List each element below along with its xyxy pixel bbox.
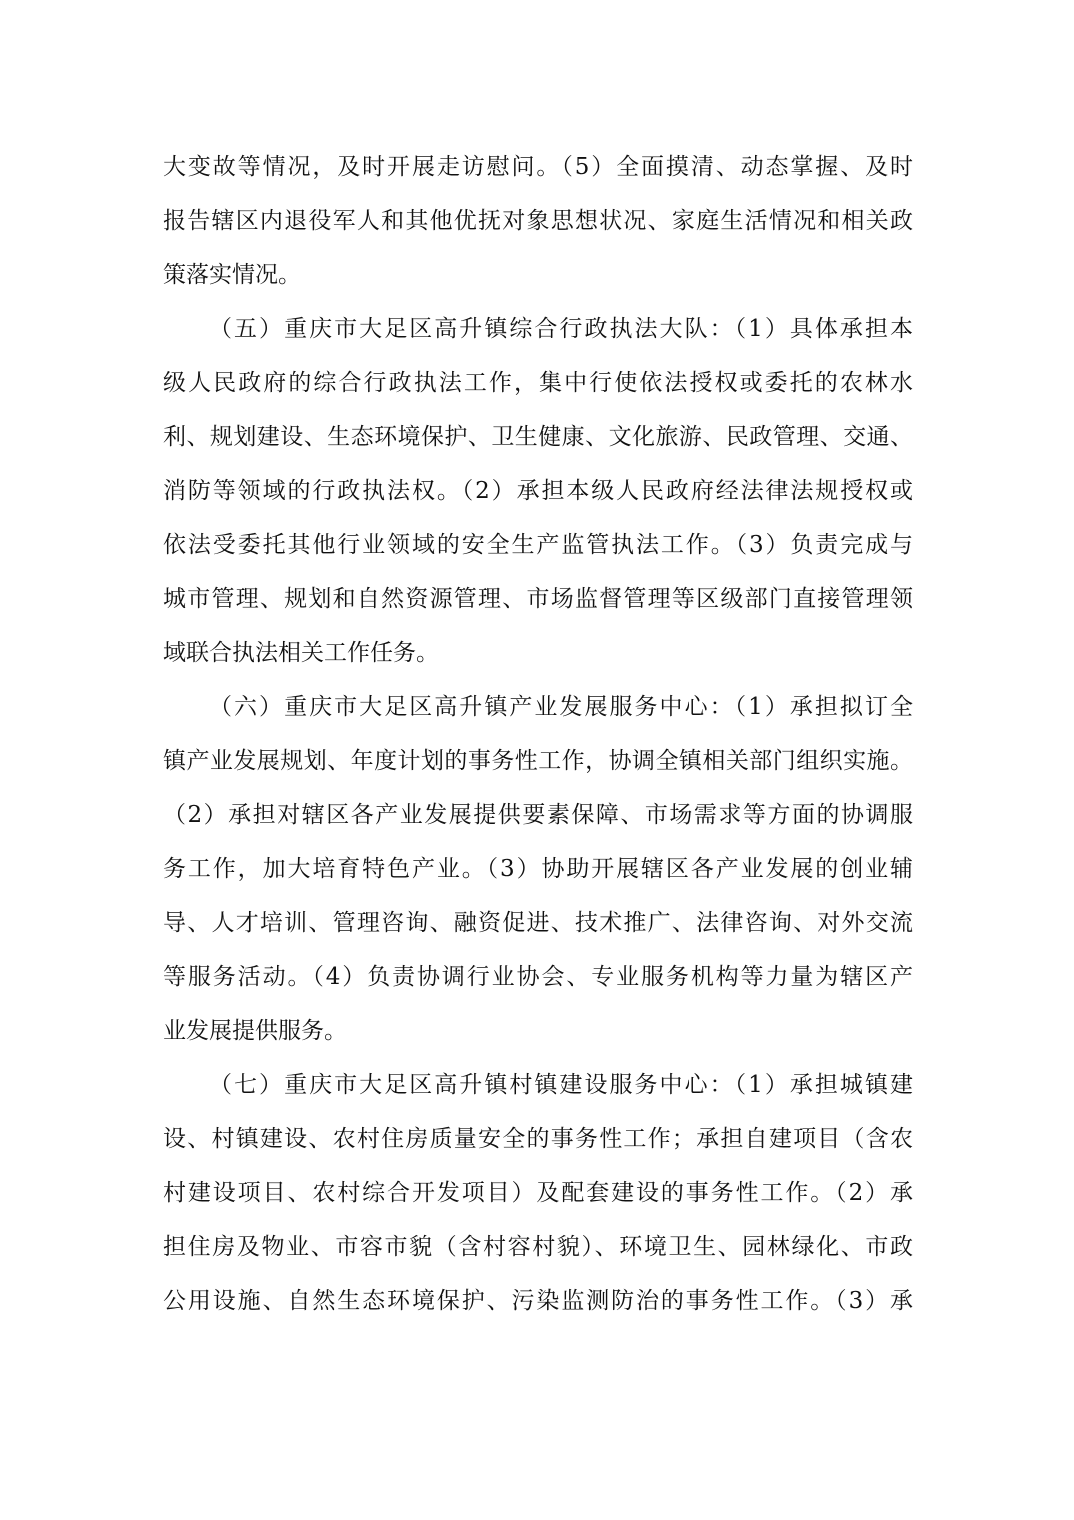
text-line: 级人民政府的综合行政执法工作，集中行使依法授权或委托的农林水 (163, 370, 913, 396)
text-line: 报告辖区内退役军人和其他优抚对象思想状况、家庭生活情况和相关政 (163, 208, 913, 234)
text-line: （六）重庆市大足区高升镇产业发展服务中心：（1）承担拟订全 (209, 694, 913, 720)
text-line: 城市管理、规划和自然资源管理、市场监督管理等区级部门直接管理领 (163, 586, 913, 612)
paragraph-2 (163, 302, 913, 680)
text-line: 利、规划建设、生态环境保护、卫生健康、文化旅游、民政管理、交通、 (163, 424, 913, 450)
text-line: 务工作，加大培育特色产业。（3）协助开展辖区各产业发展的创业辅 (163, 856, 913, 882)
text-line: 大变故等情况，及时开展走访慰问。（5）全面摸清、动态掌握、及时 (163, 154, 913, 180)
text-line: 域联合执法相关工作任务。 (163, 640, 439, 666)
document-body (163, 140, 913, 1328)
text-line: 策落实情况。 (163, 262, 301, 288)
text-line: 镇产业发展规划、年度计划的事务性工作，协调全镇相关部门组织实施。 (163, 748, 913, 774)
text-line: 村建设项目、农村综合开发项目）及配套建设的事务性工作。（2）承 (163, 1180, 913, 1206)
paragraph-1 (163, 140, 913, 302)
text-line: （2）承担对辖区各产业发展提供要素保障、市场需求等方面的协调服 (163, 802, 913, 828)
text-line: 依法受委托其他行业领域的安全生产监管执法工作。（3）负责完成与 (163, 532, 913, 558)
text-line: 担住房及物业、市容市貌（含村容村貌）、环境卫生、园林绿化、市政 (163, 1234, 913, 1260)
text-line: 业发展提供服务。 (163, 1018, 347, 1044)
text-line: 导、人才培训、管理咨询、融资促进、技术推广、法律咨询、对外交流 (163, 910, 913, 936)
text-line: 消防等领域的行政执法权。（2）承担本级人民政府经法律法规授权或 (163, 478, 913, 504)
text-line: （七）重庆市大足区高升镇村镇建设服务中心：（1）承担城镇建 (209, 1072, 913, 1098)
paragraph-4 (163, 1058, 913, 1328)
text-line: 设、村镇建设、农村住房质量安全的事务性工作；承担自建项目（含农 (163, 1126, 913, 1152)
paragraph-3 (163, 680, 913, 1058)
text-line: 等服务活动。（4）负责协调行业协会、专业服务机构等力量为辖区产 (163, 964, 913, 990)
text-line: （五）重庆市大足区高升镇综合行政执法大队：（1）具体承担本 (209, 316, 913, 342)
text-line: 公用设施、自然生态环境保护、污染监测防治的事务性工作。（3）承 (163, 1288, 913, 1314)
